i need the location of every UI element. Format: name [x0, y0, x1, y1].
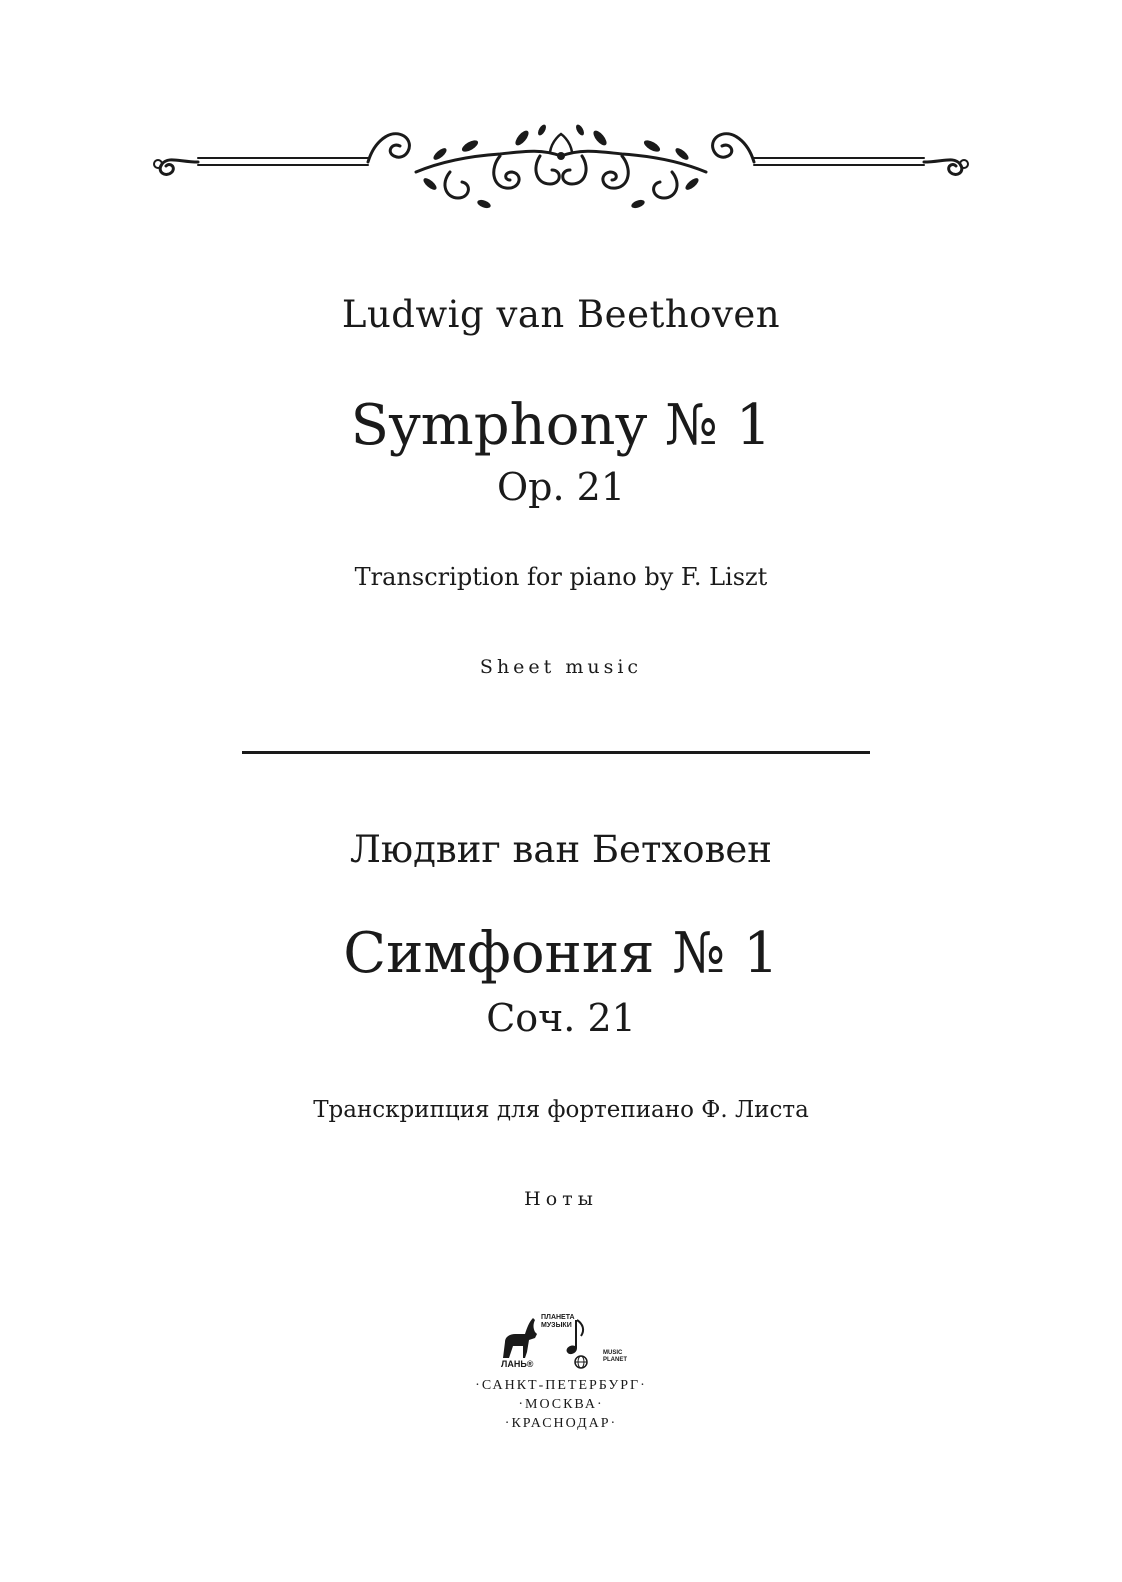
- logo-music-line2: PLANET: [603, 1357, 627, 1363]
- genre-label-ru: Ноты: [524, 1188, 598, 1210]
- city-krasnodar: ·КРАСНОДАР·: [504, 1416, 618, 1431]
- transcription-note-ru: Транскрипция для фортепиано Ф. Листа: [313, 1097, 809, 1123]
- logo-music-line1: MUSIC: [603, 1350, 623, 1356]
- work-title-ru: Симфония № 1: [343, 921, 779, 986]
- city-moscow: ·МОСКВА·: [518, 1397, 604, 1412]
- genre-label-en: Sheet music: [479, 656, 643, 678]
- logo-planeta-text: [541, 1314, 575, 1330]
- decorative-ornament: [140, 112, 982, 224]
- composer-name-ru: Людвиг ван Бетховен: [350, 828, 772, 871]
- city-saint-petersburg: ·САНКТ-ПЕТЕРБУРГ·: [475, 1378, 647, 1393]
- logo-lan-text: ЛАНЬ®: [501, 1359, 534, 1369]
- logo-planeta-line1: ПЛАНЕТА: [541, 1314, 575, 1321]
- opus-number-en: Op. 21: [497, 465, 625, 509]
- composer-name-en: Ludwig van Beethoven: [341, 293, 781, 336]
- opus-number-ru: Соч. 21: [486, 996, 636, 1040]
- logo-music-planet-text: [603, 1350, 627, 1364]
- publisher-logo: [497, 1312, 625, 1372]
- transcription-note-en: Transcription for piano by F. Liszt: [354, 563, 768, 591]
- work-title-en: Symphony № 1: [350, 393, 772, 458]
- section-divider: [242, 751, 870, 754]
- logo-planeta-line2: МУЗЫКИ: [541, 1322, 572, 1329]
